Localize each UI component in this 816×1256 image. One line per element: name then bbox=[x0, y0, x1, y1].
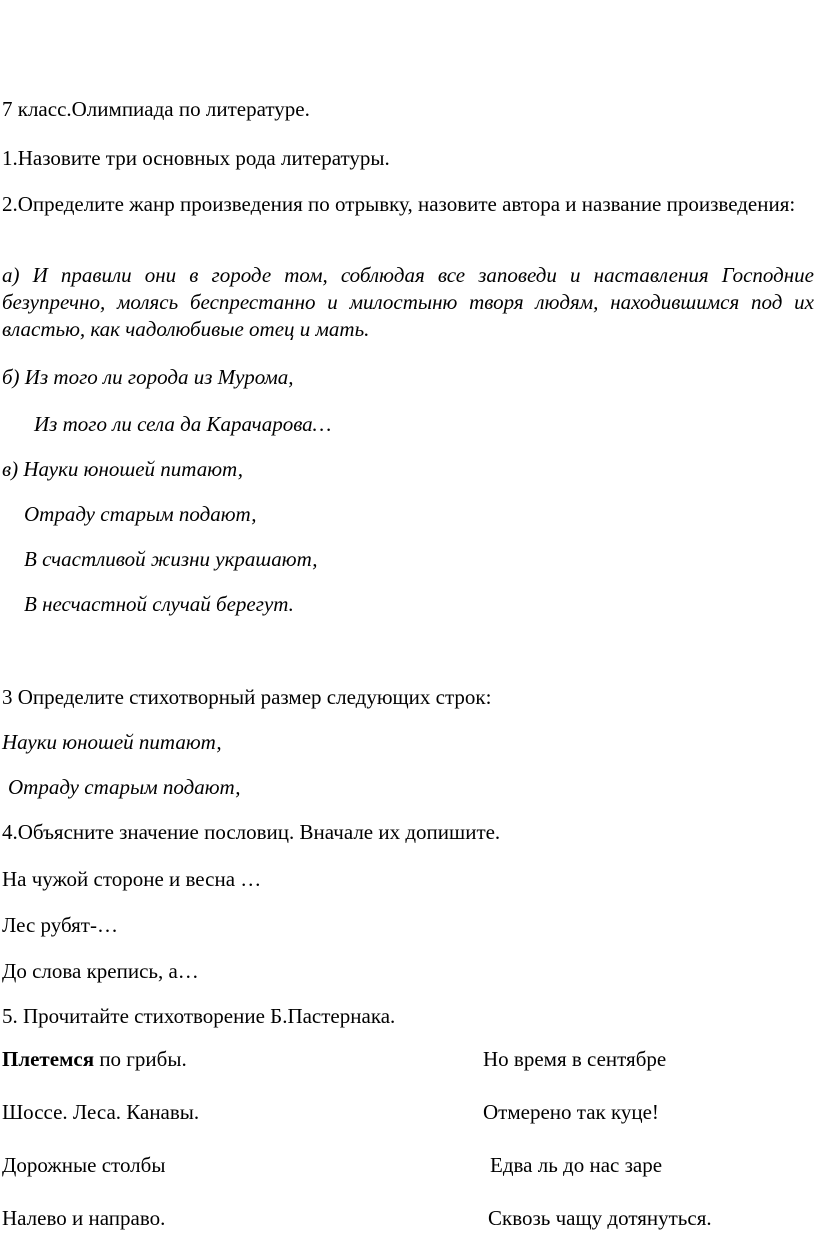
question-3-line-1: Науки юношей питают, bbox=[2, 730, 222, 754]
poem-left-line-4: Налево и направо. bbox=[2, 1206, 166, 1230]
poem-right-line-3: Едва ль до нас заре bbox=[490, 1153, 663, 1177]
question-2-excerpt-a: а) И правили они в городе том, соблюдая все заповеди и наставления Господние безупречно, молясь беспрестанно и милостыню творя людям, находившимся под их властью, как чадолюбивые отец и мать. bbox=[2, 263, 814, 341]
poem-left-line-3: Дорожные столбы bbox=[2, 1153, 166, 1177]
poem-right-line-4: Сквозь чащу дотянуться. bbox=[488, 1206, 712, 1230]
document-title: 7 класс.Олимпиада по литературе. bbox=[2, 97, 310, 121]
question-2-excerpt-c-line-3: В счастливой жизни украшают, bbox=[24, 547, 318, 571]
poem-left-line-1 bbox=[2, 1046, 187, 1072]
question-2-excerpt-c-line-1: в) Науки юношей питают, bbox=[2, 457, 243, 481]
question-2: 2.Определите жанр произведения по отрывку, назовите автора и название произведения: bbox=[2, 192, 796, 216]
question-2-excerpt-b-line-1: б) Из того ли города из Мурома, bbox=[2, 365, 294, 389]
poem-left-line-2: Шоссе. Леса. Канавы. bbox=[2, 1100, 200, 1124]
proverb-2: Лес рубят-… bbox=[2, 913, 118, 937]
proverb-3: До слова крепись, а… bbox=[2, 959, 199, 983]
poem-right-line-2: Отмерено так куце! bbox=[483, 1100, 659, 1124]
question-2-excerpt-c-line-2: Отраду старым подают, bbox=[24, 502, 257, 526]
question-2-excerpt-c-line-4: В несчастной случай берегут. bbox=[24, 592, 294, 616]
poem-left-line-1-bold: Плетемся bbox=[2, 1047, 95, 1071]
question-2-excerpt-b-line-2: Из того ли села да Карачарова… bbox=[34, 412, 332, 436]
question-3-line-2: Отраду старым подают, bbox=[8, 775, 241, 799]
proverb-1: На чужой стороне и весна … bbox=[2, 867, 262, 891]
question-3: 3 Определите стихотворный размер следующих строк: bbox=[2, 685, 492, 709]
question-1: 1.Назовите три основных рода литературы. bbox=[2, 146, 390, 170]
question-4: 4.Объясните значение пословиц. Вначале их допишите. bbox=[2, 820, 501, 844]
poem-left-line-1-rest: по грибы. bbox=[94, 1047, 187, 1071]
poem-right-line-1: Но время в сентябре bbox=[483, 1047, 667, 1071]
question-5: 5. Прочитайте стихотворение Б.Пастернака. bbox=[2, 1004, 396, 1028]
